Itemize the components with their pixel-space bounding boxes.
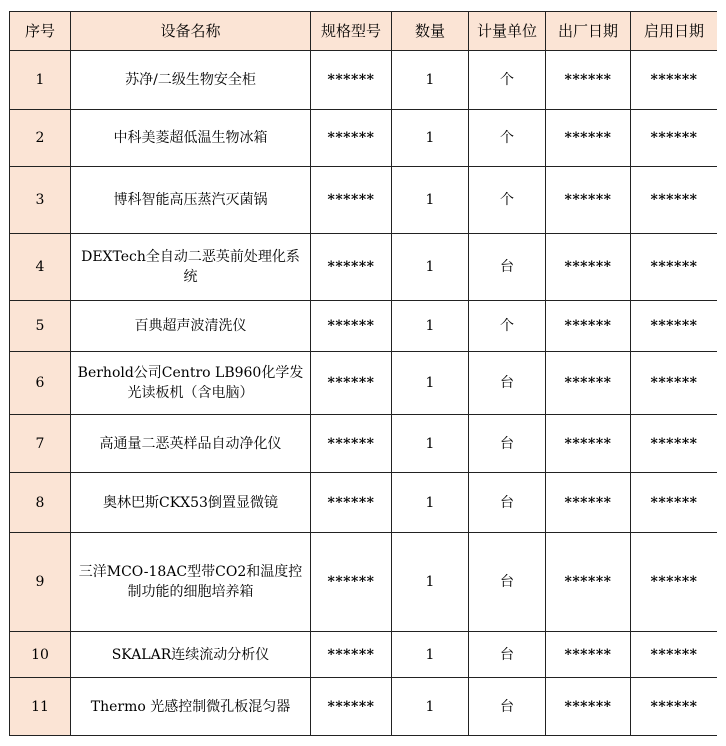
cell-qty[interactable]: 1 <box>392 415 469 473</box>
cell-start-date[interactable]: ****** <box>631 415 718 473</box>
header-cell-unit[interactable]: 计量单位 <box>469 12 546 51</box>
cell-qty[interactable]: 1 <box>392 473 469 533</box>
cell-start-date[interactable]: ****** <box>631 234 718 301</box>
cell-model[interactable]: ****** <box>311 110 392 167</box>
cell-unit[interactable]: 台 <box>469 352 546 415</box>
cell-no[interactable]: 11 <box>10 678 71 736</box>
cell-model[interactable]: ****** <box>311 51 392 110</box>
header-cell-no[interactable]: 序号 <box>10 12 71 51</box>
cell-qty[interactable]: 1 <box>392 632 469 678</box>
cell-no[interactable]: 8 <box>10 473 71 533</box>
cell-made-date[interactable]: ****** <box>546 533 631 632</box>
header-cell-qty[interactable]: 数量 <box>392 12 469 51</box>
cell-qty[interactable]: 1 <box>392 301 469 352</box>
cell-start-date[interactable]: ****** <box>631 533 718 632</box>
table-row <box>10 415 718 473</box>
cell-qty[interactable]: 1 <box>392 167 469 234</box>
cell-name[interactable]: Thermo 光感控制微孔板混匀器 <box>71 678 311 736</box>
cell-start-date[interactable]: ****** <box>631 632 718 678</box>
header-cell-model[interactable]: 规格型号 <box>311 12 392 51</box>
table-row <box>10 234 718 301</box>
cell-model[interactable]: ****** <box>311 678 392 736</box>
cell-name[interactable]: 三洋MCO-18AC型带CO2和温度控制功能的细胞培养箱 <box>71 533 311 632</box>
cell-qty[interactable]: 1 <box>392 51 469 110</box>
cell-no[interactable]: 1 <box>10 51 71 110</box>
cell-model[interactable]: ****** <box>311 234 392 301</box>
table-row <box>10 301 718 352</box>
cell-unit[interactable]: 台 <box>469 473 546 533</box>
cell-name[interactable]: Berhold公司Centro LB960化学发光读板机（含电脑） <box>71 352 311 415</box>
cell-qty[interactable]: 1 <box>392 352 469 415</box>
cell-model[interactable]: ****** <box>311 415 392 473</box>
cell-made-date[interactable]: ****** <box>546 473 631 533</box>
sheet-right-margin <box>717 11 726 746</box>
cell-unit[interactable]: 台 <box>469 415 546 473</box>
cell-model[interactable]: ****** <box>311 352 392 415</box>
table-row <box>10 167 718 234</box>
header-row <box>10 12 718 51</box>
cell-name[interactable]: 高通量二恶英样品自动净化仪 <box>71 415 311 473</box>
table-row <box>10 110 718 167</box>
cell-no[interactable]: 10 <box>10 632 71 678</box>
cell-start-date[interactable]: ****** <box>631 110 718 167</box>
cell-model[interactable]: ****** <box>311 632 392 678</box>
cell-name[interactable]: 百典超声波清洗仪 <box>71 301 311 352</box>
cell-unit[interactable]: 台 <box>469 533 546 632</box>
cell-name[interactable]: DEXTech全自动二恶英前处理化系统 <box>71 234 311 301</box>
table-row <box>10 352 718 415</box>
cell-made-date[interactable]: ****** <box>546 352 631 415</box>
cell-no[interactable]: 4 <box>10 234 71 301</box>
header-cell-start-date[interactable]: 启用日期 <box>631 12 718 51</box>
cell-qty[interactable]: 1 <box>392 110 469 167</box>
cell-made-date[interactable]: ****** <box>546 678 631 736</box>
cell-unit[interactable]: 个 <box>469 110 546 167</box>
cell-made-date[interactable]: ****** <box>546 415 631 473</box>
cell-no[interactable]: 7 <box>10 415 71 473</box>
cell-model[interactable]: ****** <box>311 301 392 352</box>
cell-no[interactable]: 6 <box>10 352 71 415</box>
table-row <box>10 51 718 110</box>
cell-unit[interactable]: 台 <box>469 234 546 301</box>
cell-unit[interactable]: 个 <box>469 301 546 352</box>
cell-start-date[interactable]: ****** <box>631 678 718 736</box>
cell-start-date[interactable]: ****** <box>631 301 718 352</box>
cell-name[interactable]: 中科美菱超低温生物冰箱 <box>71 110 311 167</box>
table-row <box>10 533 718 632</box>
table-row <box>10 632 718 678</box>
cell-unit[interactable]: 个 <box>469 167 546 234</box>
cell-model[interactable]: ****** <box>311 167 392 234</box>
cell-model[interactable]: ****** <box>311 473 392 533</box>
cell-start-date[interactable]: ****** <box>631 473 718 533</box>
header-cell-name[interactable]: 设备名称 <box>71 12 311 51</box>
cell-made-date[interactable]: ****** <box>546 234 631 301</box>
cell-made-date[interactable]: ****** <box>546 301 631 352</box>
cell-made-date[interactable]: ****** <box>546 51 631 110</box>
cell-name[interactable]: 苏净/二级生物安全柜 <box>71 51 311 110</box>
table-row <box>10 473 718 533</box>
cell-no[interactable]: 2 <box>10 110 71 167</box>
cell-name[interactable]: SKALAR连续流动分析仪 <box>71 632 311 678</box>
equipment-table <box>9 11 718 736</box>
cell-name[interactable]: 博科智能高压蒸汽灭菌锅 <box>71 167 311 234</box>
cell-start-date[interactable]: ****** <box>631 352 718 415</box>
table-row <box>10 678 718 736</box>
cell-qty[interactable]: 1 <box>392 234 469 301</box>
cell-model[interactable]: ****** <box>311 533 392 632</box>
cell-unit[interactable]: 台 <box>469 678 546 736</box>
cell-made-date[interactable]: ****** <box>546 167 631 234</box>
cell-start-date[interactable]: ****** <box>631 51 718 110</box>
cell-name[interactable]: 奥林巴斯CKX53倒置显微镜 <box>71 473 311 533</box>
cell-made-date[interactable]: ****** <box>546 110 631 167</box>
cell-no[interactable]: 5 <box>10 301 71 352</box>
cell-no[interactable]: 3 <box>10 167 71 234</box>
cell-start-date[interactable]: ****** <box>631 167 718 234</box>
header-cell-made-date[interactable]: 出厂日期 <box>546 12 631 51</box>
cell-qty[interactable]: 1 <box>392 533 469 632</box>
cell-qty[interactable]: 1 <box>392 678 469 736</box>
cell-unit[interactable]: 台 <box>469 632 546 678</box>
cell-unit[interactable]: 个 <box>469 51 546 110</box>
cell-made-date[interactable]: ****** <box>546 632 631 678</box>
cell-no[interactable]: 9 <box>10 533 71 632</box>
